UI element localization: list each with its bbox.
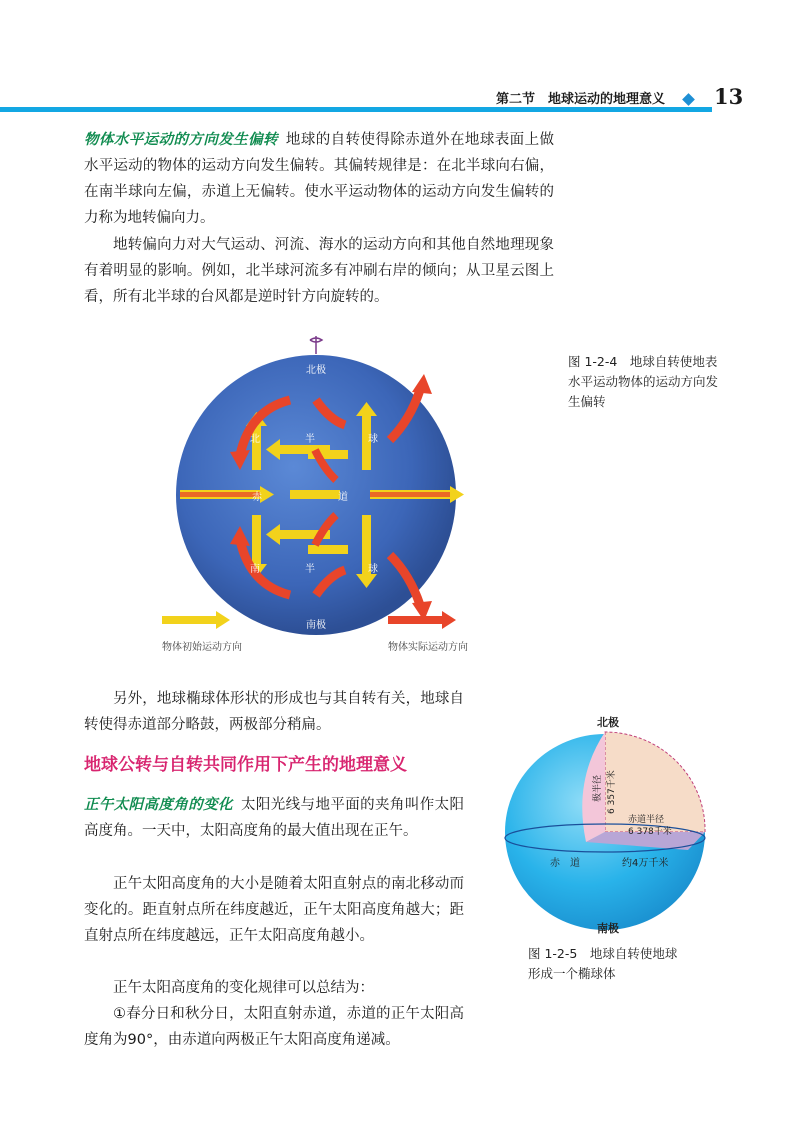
label-qiu-north: 球 [368,434,378,445]
page-number: 13 [714,84,744,109]
paragraph-influence: 地转偏向力对大气运动、河流、海水的运动方向和其他自然地理现象有着明显的影响。例如，北半球河流多有冲刷右岸的倾向；从卫星云图上看，所有北半球的台风都是逆时针方向旋转的。 [84,237,554,305]
label-north-pole: 北极 [597,716,619,729]
label-south-pole: 南极 [597,922,619,935]
label-dao: 道 [338,492,348,503]
figure-2-caption: 图 1-2-5 地球自转使地球形成一个椭球体 [528,946,678,981]
figure-1-caption: 图 1-2-4 地球自转使地表水平运动物体的运动方向发生偏转 [568,354,719,409]
label-polar-radius: 极半径 [593,774,603,802]
legend-initial-label: 物体初始运动方向 [162,642,242,653]
figure-coriolis [140,330,500,655]
label-north-pole: 北极 [306,365,326,376]
label-chi: 赤 [252,492,262,503]
label-equator: 赤 道 [550,858,580,869]
paragraph-equinox: ①春分日和秋分日，太阳直射赤道，赤道的正午太阳高度角为90°，由赤道向两极正午太阳高度角递减。 [84,1006,464,1048]
legend-actual-arrow-icon [388,610,458,630]
paragraph-noon-altitude: 正午太阳高度角的大小是随着太阳直射点的南北移动而变化的。距直射点所在纬度越近，正午太阳高度角越大；距直射点所在纬度越远，正午太阳高度角越小。 [84,876,464,944]
paragraph-lead: 正午太阳高度角的变化 [84,797,233,813]
paragraph-text: 地球的自转使得除赤道外在地球表面上做水平运动的物体的运动方向发生偏转。其偏转规律是：在北半球向右偏，在南半球向左偏，赤道上无偏转。使水平运动物体的运动方向发生偏转的力称为地转偏向力。 [84,132,555,226]
label-south-pole: 南极 [306,620,326,631]
figure-ellipsoid [498,710,728,940]
page-header [0,84,805,114]
paragraph-coriolis [84,127,554,231]
section-heading: 地球公转与自转共同作用下产生的地理意义 [84,755,407,775]
paragraph-solar-altitude [84,792,464,844]
label-nan: 南 [250,564,260,575]
label-equator-radius: 赤道半径 [628,815,665,825]
ellipsoid-globe-diagram [498,710,728,940]
paragraph-lead: 物体水平运动的方向发生偏转 [84,132,278,148]
label-equator-value: 6 378千米 [628,827,672,837]
label-ban-north: 半 [305,434,315,445]
label-ban-south: 半 [305,564,315,575]
header-bar [0,107,712,112]
label-qiu-south: 球 [368,564,378,575]
paragraph-text: 太阳光线与地平面的夹角叫作太阳高度角。一天中，太阳高度角的最大值出现在正午。 [84,797,465,839]
label-bei: 北 [250,434,260,445]
section-title-header: 第二节 地球运动的地理意义 [496,92,666,107]
diamond-icon [682,93,695,106]
legend-actual-label: 物体实际运动方向 [388,642,468,653]
legend-initial-arrow-icon [162,610,232,630]
label-circumference: 约4万千米 [622,858,669,869]
coriolis-globe-diagram [140,330,500,655]
paragraph-ellipsoid: 另外，地球椭球体形状的形成也与其自转有关，地球自转使得赤道部分略鼓，两极部分稍扁。 [84,691,464,733]
label-polar-value: 6 357千米 [607,770,617,814]
paragraph-summary: 正午太阳高度角的变化规律可以总结为： [113,980,374,996]
